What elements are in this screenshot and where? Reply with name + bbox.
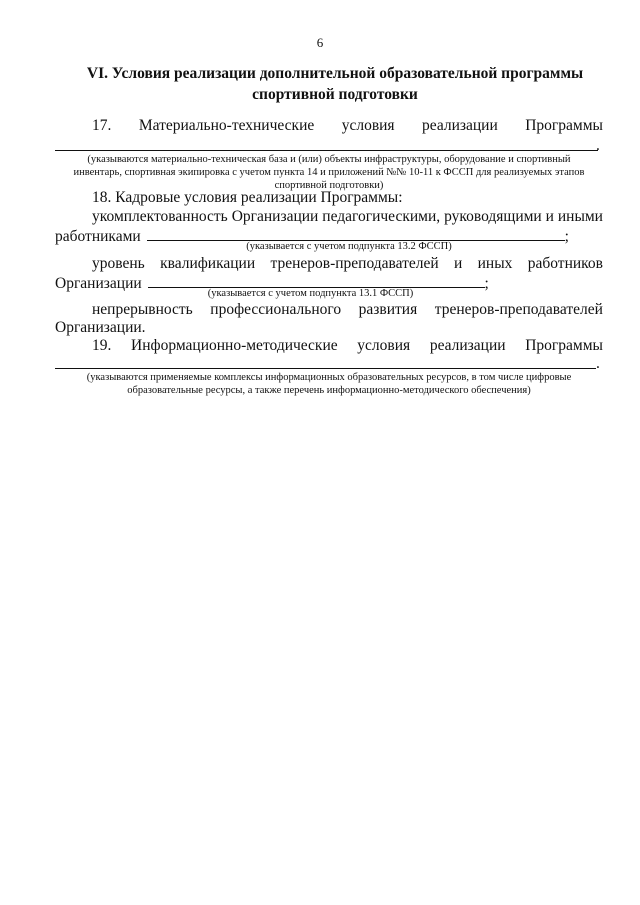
qual-note: (указывается с учетом подпункта 13.1 ФССП) xyxy=(207,288,414,299)
item19-note-line-2: образовательные ресурсы, а также перечень информационно-методического обеспечения) xyxy=(127,385,531,396)
staff-note: (указывается с учетом подпункта 13.2 ФССП) xyxy=(246,241,452,252)
staff-word: иными xyxy=(557,208,603,225)
item18-staff-line xyxy=(92,207,603,227)
qual-word: работников xyxy=(527,255,603,272)
staff-word: руководящими xyxy=(444,208,542,225)
qual-word-2: Организации xyxy=(55,275,142,292)
item17-line xyxy=(92,116,603,136)
item17-fill-line xyxy=(55,150,598,151)
staff-word: укомплектованность xyxy=(92,208,228,225)
item18-qual-line xyxy=(92,254,603,274)
staff-word-2: работниками xyxy=(55,228,141,245)
qual-blank xyxy=(148,272,485,288)
item17-note-line-1: (указываются материально-техническая база и (или) объекты инфраструктуры, оборудование и спортивный xyxy=(87,154,571,165)
item19-word: реализации xyxy=(429,337,506,354)
staff-end: ; xyxy=(564,228,569,245)
item19-end-punct: . xyxy=(596,355,600,372)
item19-word: Информационно-методические xyxy=(131,337,338,354)
qual-word: квалификации xyxy=(160,255,256,272)
item17-note xyxy=(55,153,603,192)
qual-word: уровень xyxy=(92,255,145,272)
staff-blank xyxy=(147,225,565,241)
item19-line xyxy=(92,336,603,356)
item17-word: 17. xyxy=(92,117,112,134)
item19-fill-line xyxy=(55,368,596,369)
item17-word: Материально-технические xyxy=(138,117,315,134)
staff-word: и xyxy=(545,208,554,225)
item19-word: 19. xyxy=(92,337,112,354)
item18-cont-line-2: Организации. xyxy=(55,319,146,336)
qual-word: иных xyxy=(477,255,513,272)
staff-word: педагогическими, xyxy=(322,208,441,225)
staff-word: Организации xyxy=(231,208,319,225)
cont-word: тренеров-преподавателей xyxy=(434,301,603,318)
item18-cont-line xyxy=(92,300,603,320)
qual-word: и xyxy=(454,255,463,272)
item19-word: условия xyxy=(357,337,411,354)
section-title xyxy=(70,63,600,105)
item19-note-line-1: (указываются применяемые комплексы информационных образовательных ресурсов, в том числе цифровые xyxy=(86,372,572,383)
item17-word: Программы xyxy=(525,117,603,134)
section-title-line-2: спортивной подготовки xyxy=(252,86,418,103)
qual-word: тренеров-преподавателей xyxy=(270,255,439,272)
page-number: 6 xyxy=(316,35,324,50)
item17-note-line-3: спортивной подготовки) xyxy=(274,180,384,191)
item17-word: условия xyxy=(341,117,395,134)
section-title-line-1: VI. Условия реализации дополнительной образовательной программы xyxy=(86,65,584,82)
item19-word: Программы xyxy=(525,337,603,354)
item17-word: реализации xyxy=(422,117,498,134)
qual-end: ; xyxy=(484,275,489,292)
cont-word: непрерывность xyxy=(92,301,193,318)
item18-heading: 18. Кадровые условия реализации Программы: xyxy=(92,189,403,206)
cont-word: профессионального xyxy=(210,301,342,318)
cont-word: развития xyxy=(358,301,418,318)
item19-note xyxy=(55,371,603,397)
item17-end-punct: . xyxy=(596,137,600,154)
item17-note-line-2: инвентарь, спортивная экипировка с учетом пункта 14 и приложений №№ 10-11 к ФССП для реализуемых этапов xyxy=(73,167,585,178)
